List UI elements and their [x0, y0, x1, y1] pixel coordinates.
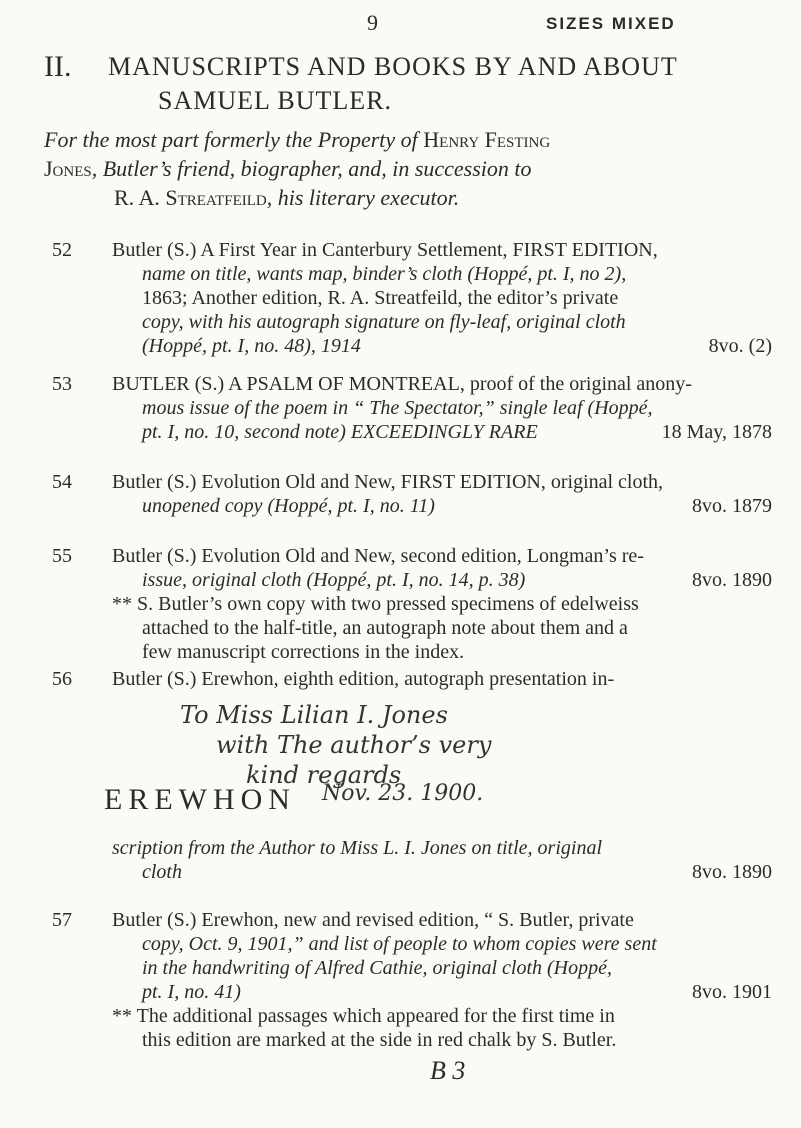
lot-line: mous issue of the poem in “ The Spectator,” single leaf (Hoppé, — [142, 397, 653, 419]
lot-format: 8vo. 1890 — [692, 861, 772, 883]
page-number: 9 — [367, 10, 378, 35]
lot-line — [112, 980, 782, 1004]
printer-signature: B 3 — [430, 1056, 466, 1085]
provenance-name: R. A. Streatfeild — [114, 185, 267, 210]
book-title-block: EREWHON — [104, 783, 296, 816]
lot-line: 1863; Another edition, R. A. Streatfeild, the editor’s private — [142, 287, 619, 309]
section-title — [108, 50, 678, 118]
lot-number: 57 — [52, 909, 72, 931]
note-line: attached to the half-title, an autograph note about them and a — [142, 617, 628, 639]
section-number: II. — [44, 50, 72, 83]
lot-line: Butler (S.) Erewhon, new and revised edition, “ S. Butler, private — [112, 909, 634, 931]
lot-format: 8vo. (2) — [708, 335, 772, 357]
lot-entry — [52, 470, 782, 518]
lot-line: Butler (S.) Evolution Old and New, second edition, Longman’s re- — [112, 545, 644, 567]
lot-line: Butler (S.) Erewhon, eighth edition, autograph presentation in- — [112, 668, 615, 690]
lot-entry — [52, 544, 782, 664]
lot-line: BUTLER (S.) A PSALM OF MONTREAL, proof of the original anony- — [112, 373, 692, 395]
provenance-note — [44, 125, 784, 212]
lot-line: in the handwriting of Alfred Cathie, original cloth (Hoppé, — [142, 957, 612, 979]
lot-entry — [52, 238, 782, 358]
lot-number: 53 — [52, 373, 72, 395]
lot-note — [112, 592, 782, 664]
lot-line: scription from the Author to Miss L. I. Jones on title, original — [112, 837, 602, 859]
lot-line: name on title, wants map, binder’s cloth (Hoppé, pt. I, no 2), — [142, 263, 627, 285]
running-head: SIZES MIXED — [546, 14, 676, 33]
lot-line — [112, 568, 782, 592]
note-line: few manuscript corrections in the index. — [142, 641, 465, 663]
lot-entry-continued — [52, 836, 782, 884]
lot-number: 52 — [52, 239, 72, 261]
lot-format: 8vo. 1879 — [692, 495, 772, 517]
handwritten-inscription-line: To Miss Lilian I. Jones — [180, 701, 448, 729]
lot-line — [112, 420, 782, 444]
lot-line — [112, 860, 782, 884]
lot-line: Butler (S.) A First Year in Canterbury Settlement, FIRST EDITION, — [112, 239, 658, 261]
handwritten-inscription-line: with The author’s very — [216, 731, 492, 759]
lot-entry — [52, 372, 782, 444]
lot-line-text: issue, original cloth (Hoppé, pt. I, no. 14, p. 38) — [142, 569, 526, 591]
provenance-text: , Butler’s friend, biographer, and, in succession to — [91, 156, 532, 181]
lot-line — [112, 334, 782, 358]
lot-format: 18 May, 1878 — [661, 421, 772, 443]
section-title-line2: SAMUEL BUTLER. — [158, 86, 393, 115]
lot-line-text: unopened copy (Hoppé, pt. I, no. 11) — [142, 495, 435, 517]
provenance-name: Jones — [44, 156, 92, 181]
lot-line-text: cloth — [142, 861, 182, 883]
lot-number: 56 — [52, 668, 72, 690]
section-title-line1: MANUSCRIPTS AND BOOKS BY AND ABOUT — [108, 52, 678, 81]
lot-line-text: pt. I, no. 41) — [142, 981, 241, 1003]
lot-line-text: (Hoppé, pt. I, no. 48), 1914 — [142, 335, 361, 357]
provenance-name: Henry Festing — [423, 127, 551, 152]
handwritten-inscription-date: Nov. 23. 1900. — [322, 781, 484, 806]
lot-line: copy, Oct. 9, 1901,” and list of people to whom copies were sent — [142, 933, 657, 955]
lot-line: Butler (S.) Evolution Old and New, FIRST EDITION, original cloth, — [112, 471, 664, 493]
lot-format: 8vo. 1890 — [692, 569, 772, 591]
lot-number: 55 — [52, 545, 72, 567]
lot-entry — [52, 667, 782, 691]
lot-line: copy, with his autograph signature on fly-leaf, original cloth — [142, 311, 626, 333]
lot-entry — [52, 908, 782, 1052]
note-line: ** S. Butler’s own copy with two pressed specimens of edelweiss — [112, 593, 639, 615]
lot-line-text: pt. I, no. 10, second note) EXCEEDINGLY RARE — [142, 421, 538, 443]
note-line: this edition are marked at the side in red chalk by S. Butler. — [142, 1029, 617, 1051]
lot-line — [112, 494, 782, 518]
lot-note — [112, 1004, 782, 1052]
note-line: ** The additional passages which appeared for the first time in — [112, 1005, 615, 1027]
lot-number: 54 — [52, 471, 72, 493]
handwritten-inscription-line: kind regards — [246, 761, 402, 789]
lot-format: 8vo. 1901 — [692, 981, 772, 1003]
provenance-text: For the most part formerly the Property of — [44, 127, 424, 152]
provenance-text: , his literary executor. — [266, 185, 460, 210]
